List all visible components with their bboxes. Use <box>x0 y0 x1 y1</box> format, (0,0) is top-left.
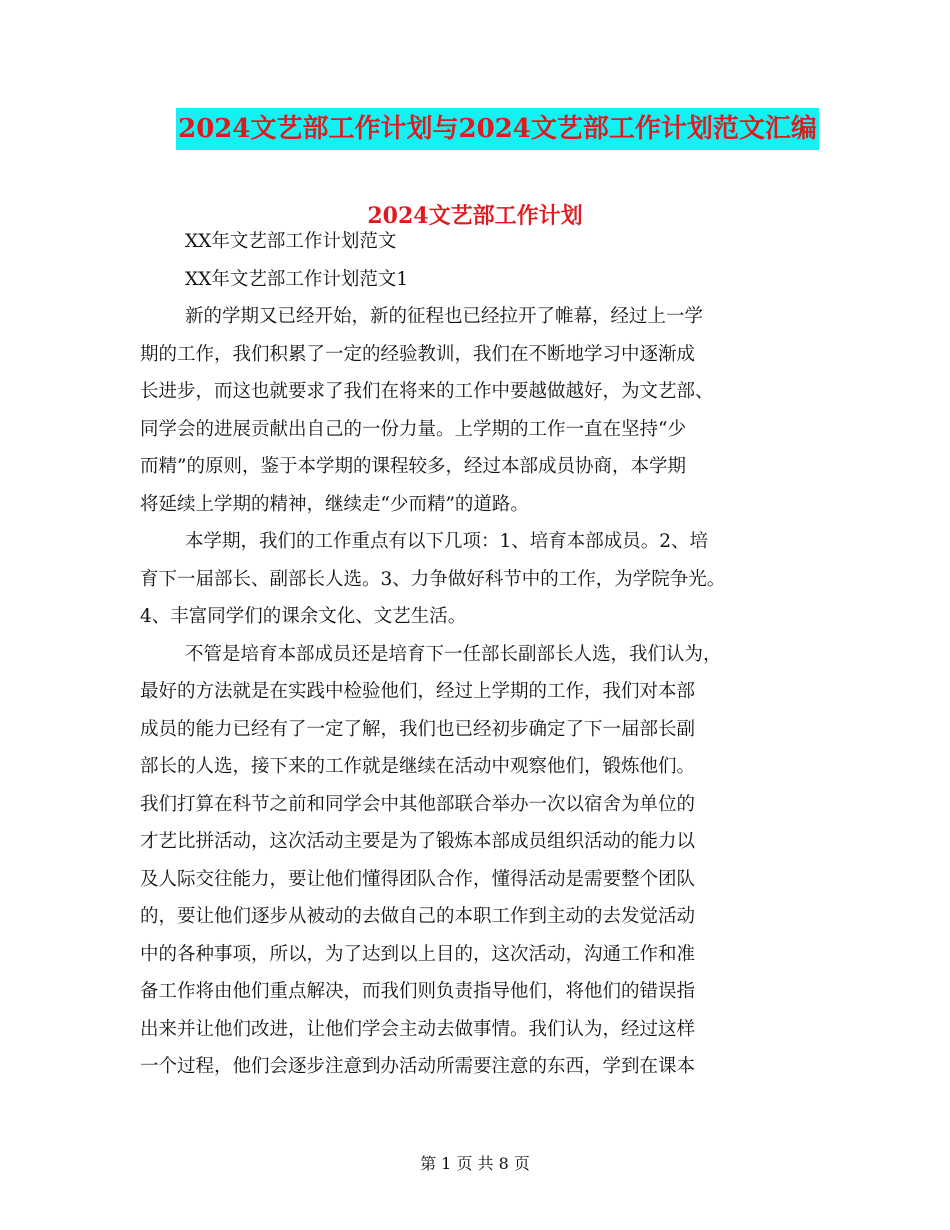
body-line: 4、丰富同学们的课余文化、文艺生活。 <box>140 606 467 627</box>
body-line: 一个过程，他们会逐步注意到办活动所需要注意的东西，学到在课本 <box>140 1056 696 1077</box>
body-line: 出来并让他们改进，让他们学会主动去做事情。我们认为，经过这样 <box>140 1018 696 1040</box>
body-line: 长进步，而这也就要求了我们在将来的工作中要越做越好，为文艺部、 <box>140 381 714 402</box>
body-line: 将延续上学期的精神，继续走“少而精”的道路。 <box>140 493 529 515</box>
body-line: 最好的方法就是在实践中检验他们，经过上学期的工作，我们对本部 <box>140 681 696 702</box>
document-title: 2024文艺部工作计划与2024文艺部工作计划范文汇编 <box>176 108 819 150</box>
body-line: 而精”的原则，鉴于本学期的课程较多，经过本部成员协商，本学期 <box>140 456 686 477</box>
section-title: 2024文艺部工作计划 <box>367 203 583 229</box>
body-line: 的，要让他们逐步从被动的去做自己的本职工作到主动的去发觉活动 <box>140 906 696 927</box>
body-line: 中的各种事项，所以，为了达到以上目的，这次活动，沟通工作和准 <box>140 943 696 965</box>
body-line: 才艺比拼活动，这次活动主要是为了锻炼本部成员组织活动的能力以 <box>140 831 696 852</box>
body-line: 同学会的进展贡献出自己的一份力量。上学期的工作一直在坚持“少 <box>140 418 686 440</box>
body-line: 育下一届部长、副部长人选。3、力争做好科节中的工作，为学院争光。 <box>140 568 726 590</box>
page-footer: 第 1 页 共 8 页 <box>420 1154 530 1173</box>
title-row <box>0 108 950 150</box>
body-line: 备工作将由他们重点解决，而我们则负责指导他们，将他们的错误指 <box>140 981 696 1002</box>
document-body <box>140 223 830 1086</box>
body-line: 及人际交往能力，要让他们懂得团队合作，懂得活动是需要整个团队 <box>140 868 696 890</box>
body-line: 不管是培育本部成员还是培育下一任部长副部长人选，我们认为， <box>185 643 722 665</box>
body-line: XX年文艺部工作计划范文 <box>185 231 397 252</box>
body-line: 我们打算在科节之前和同学会中其他部联合举办一次以宿舍为单位的 <box>140 793 696 815</box>
body-line: 成员的能力已经有了一定了解，我们也已经初步确定了下一届部长副 <box>140 718 696 740</box>
body-line: 部长的人选，接下来的工作就是继续在活动中观察他们，锻炼他们。 <box>140 756 696 777</box>
body-line: 新的学期又已经开始，新的征程也已经拉开了帷幕，经过上一学 <box>185 306 704 327</box>
body-line: 期的工作，我们积累了一定的经验教训，我们在不断地学习中逐渐成 <box>140 343 696 365</box>
body-line: XX年文艺部工作计划范文1 <box>185 268 409 290</box>
body-line: 本学期，我们的工作重点有以下几项：1、培育本部成员。2、培 <box>185 531 709 552</box>
